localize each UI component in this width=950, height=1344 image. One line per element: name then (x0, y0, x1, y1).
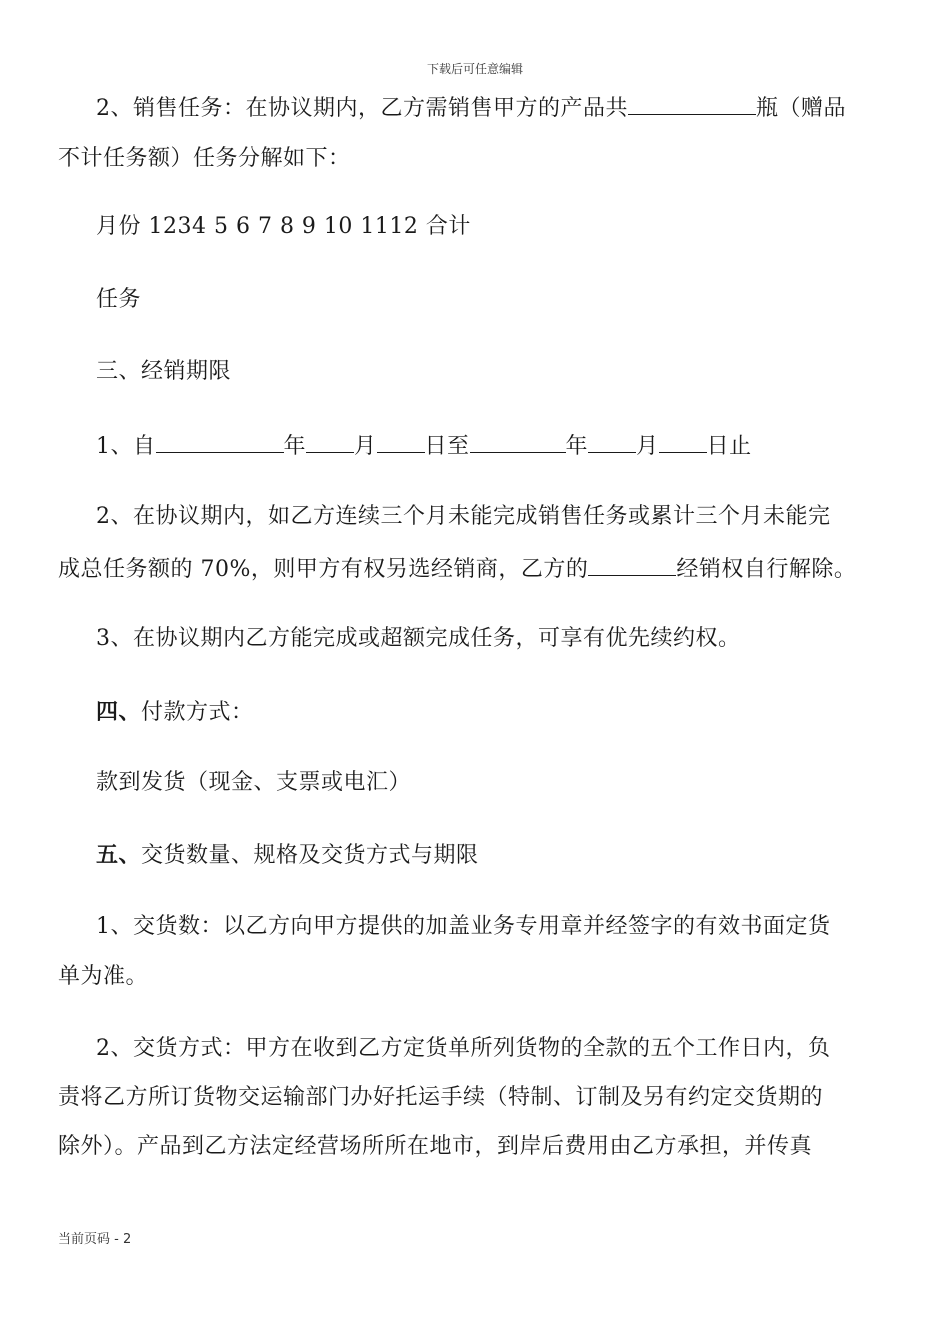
term-clause-2-line-2 (58, 553, 856, 585)
term-clause-2-line-1: 2、在协议期内，如乙方连续三个月未能完成销售任务或累计三个月未能完 (96, 504, 831, 529)
start-year-blank[interactable] (156, 430, 284, 453)
payment-method: 款到发货（现金、支票或电汇） (96, 770, 412, 795)
end-month-blank[interactable] (588, 430, 636, 453)
end-year-blank[interactable] (470, 430, 566, 453)
month-label-2: 月 (636, 434, 659, 459)
delivery-method-line-2: 责将乙方所订货物交运输部门办好托运手续（特制、订制及另有约定交货期的 (58, 1085, 824, 1110)
delivery-method-line-1: 2、交货方式：甲方在收到乙方定货单所列货物的全款的五个工作日内，负 (96, 1036, 831, 1061)
day-end-label: 日止 (706, 434, 752, 459)
delivery-qty-line-1: 1、交货数：以乙方向甲方提供的加盖业务专用章并经签字的有效书面定货 (96, 914, 831, 939)
sales-task-line-2: 不计任务额）任务分解如下： (58, 146, 351, 171)
sales-task-text-end: 瓶（赠品 (756, 96, 847, 121)
delivery-method-line-3: 除外）。产品到乙方法定经营场所所在地市，到岸后费用由乙方承担，并传真 (58, 1134, 813, 1159)
clause-2-text: 成总任务额的 70%，则甲方有权另选经销商，乙方的 (58, 557, 589, 582)
year-label-2: 年 (565, 434, 589, 459)
section-five-title (96, 840, 479, 871)
clause-2-text-end: 经销权自行解除。 (676, 557, 857, 582)
sales-task-line-1 (96, 92, 846, 124)
section-four-title (96, 697, 254, 728)
section-five-text: 交货数量、规格及交货方式与期限 (141, 843, 479, 868)
task-row: 任务 (96, 287, 142, 312)
term-from: 1、自 (96, 434, 156, 459)
start-month-blank[interactable] (306, 430, 354, 453)
sales-task-text: 2、销售任务：在协议期内，乙方需销售甲方的产品共 (96, 96, 628, 121)
term-clause-3: 3、在协议期内乙方能完成或超额完成任务，可享有优先续约权。 (96, 626, 741, 651)
delivery-qty-line-2: 单为准。 (58, 964, 149, 989)
month-label: 月 (354, 434, 377, 459)
start-day-blank[interactable] (377, 430, 425, 453)
month-row: 月份 1234 5 6 7 8 9 10 1112 合计 (96, 214, 471, 239)
section-four-number: 四、 (96, 699, 142, 725)
term-period-line (96, 430, 752, 462)
section-five-number: 五、 (96, 842, 142, 868)
page-header: 下载后可任意编辑 (426, 62, 523, 76)
day-to-label: 日至 (424, 434, 470, 459)
end-day-blank[interactable] (659, 430, 707, 453)
year-label: 年 (283, 434, 307, 459)
bottle-count-blank[interactable] (628, 92, 756, 115)
page-number-footer: 当前页码 - 2 (58, 1232, 132, 1247)
section-three-title: 三、经销期限 (96, 359, 232, 384)
distribution-right-blank[interactable] (588, 553, 676, 576)
section-four-text: 付款方式： (141, 700, 254, 725)
